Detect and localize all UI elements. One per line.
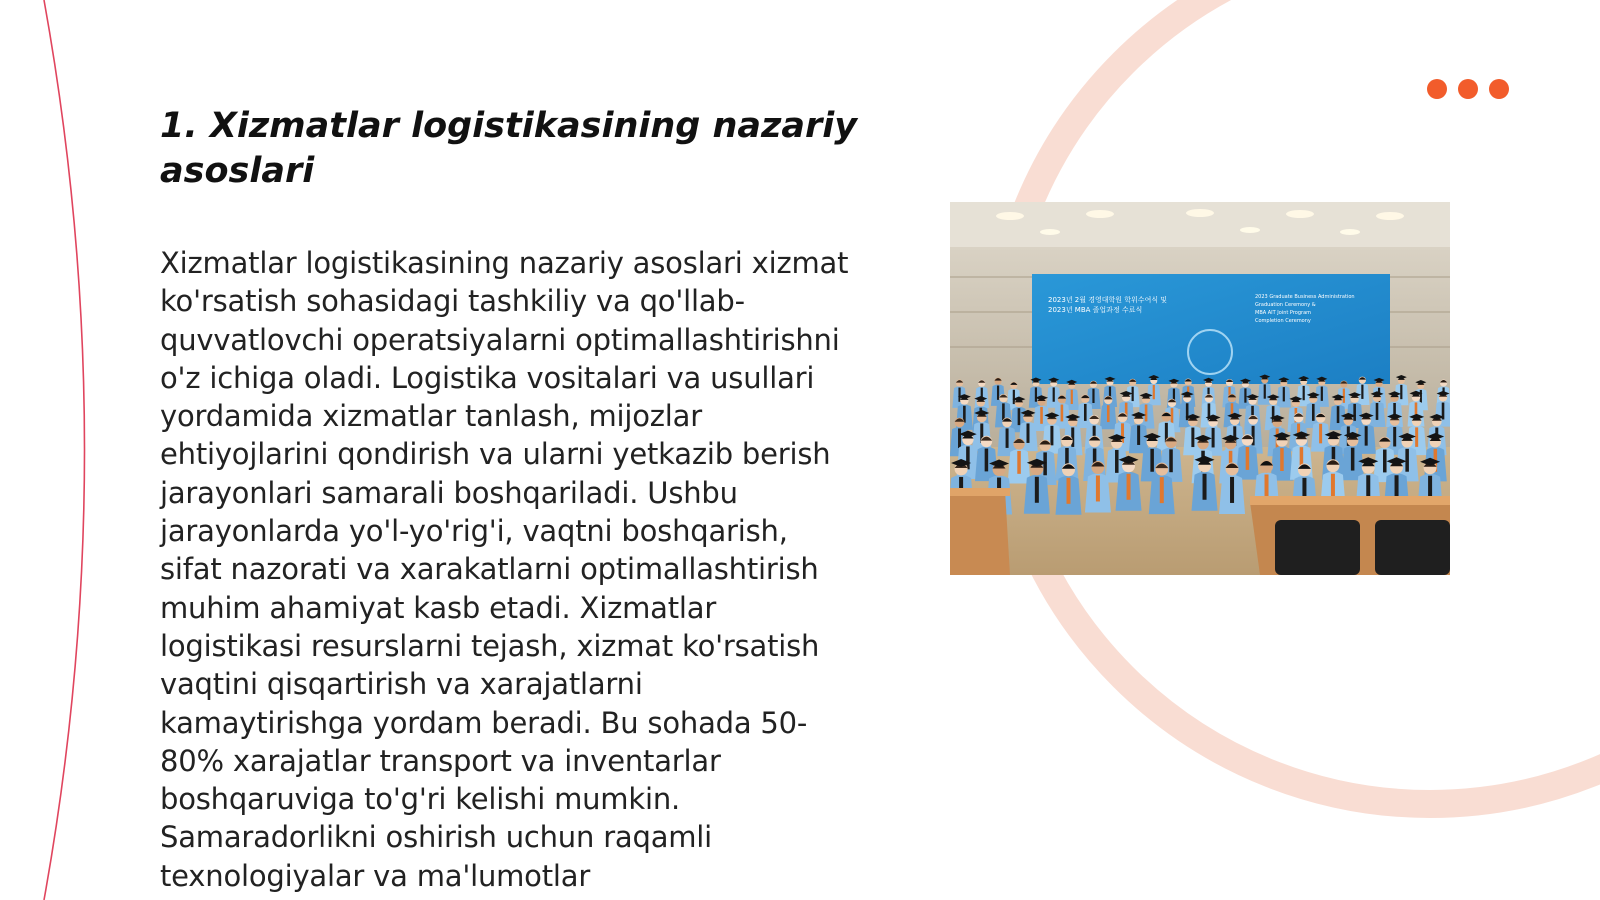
- slide-title: 1. Xizmatlar logistikasining nazariy asoslari: [160, 106, 858, 191]
- graduate-stole: [1353, 404, 1356, 421]
- graduate-stole: [1191, 428, 1194, 448]
- graduate-stole: [1127, 474, 1131, 500]
- graduate-stole: [1405, 449, 1409, 472]
- graduate-stole: [1018, 408, 1021, 425]
- graduate-stole: [1246, 447, 1250, 470]
- graduate-stole: [1050, 426, 1053, 446]
- graduate-stole: [1415, 427, 1418, 447]
- graduate-stole: [1002, 403, 1005, 420]
- graduate-stole: [1212, 428, 1215, 448]
- graduate-stole: [1230, 477, 1234, 503]
- banner-left-line2: 2023년 MBA 졸업과정 수료식: [1048, 306, 1143, 314]
- decorative-dots: [1427, 79, 1509, 99]
- graduate-stole: [958, 428, 961, 448]
- graduate-stole: [1026, 423, 1029, 443]
- graduate-stole: [1115, 450, 1119, 473]
- graduation-group-photo: [950, 202, 1450, 575]
- ceremony-banner: [1032, 274, 1390, 384]
- graduate-stole: [1013, 390, 1015, 404]
- graduate-stole: [1280, 448, 1284, 471]
- banner-right-line4: Completion Ceremony: [1255, 318, 1311, 324]
- graduate-stole: [1061, 405, 1064, 422]
- graduate-stole: [1160, 477, 1164, 503]
- graduate-stole: [1283, 387, 1285, 401]
- graduate-stole: [1017, 451, 1021, 474]
- graduate-stole: [1331, 474, 1335, 500]
- ceiling: [950, 202, 1450, 247]
- graduate-stole: [1145, 405, 1148, 422]
- graduate-stole: [1153, 385, 1155, 399]
- dot-icon: [1489, 79, 1509, 99]
- graduate-stole: [985, 449, 989, 472]
- dot-icon: [1427, 79, 1447, 99]
- graduate-stole: [1393, 427, 1396, 447]
- graduate-stole: [1096, 475, 1100, 501]
- chair: [1375, 520, 1450, 575]
- graduate-stole: [1071, 390, 1073, 404]
- graduate-stole: [997, 386, 999, 400]
- graduate-stole: [1303, 386, 1305, 400]
- slide-body-text: Xizmatlar logistikasining nazariy asoslari xizmat ko'rsatish sohasidagi tashkiliy va qo'llab-quvvatlovchi operatsiyalarni optimallashtirishni o'z ichiga oladi. Logistika vositalari va usullari yordamida xizmatlar tanlash, mijozlar ehtiyojlarini qondirish va ularni yetkazib berish jarayonlari samarali boshqariladi. Ushbu jarayonlarda yo'l-yo'rig'i, vaqtni boshqarish, sifat nazorati va xarakatlarni optimallashtirish muhim ahamiyat kasb etadi. Xizmatlar logistikasi resurslarni tejash, xizmat ko'rsatish vaqtini qisqartirish va xarajatlarni kamaytirishga yordam beradi. Bu sohada 50-80% xarajatlar transport va inventarlar boshqaruviga to'g'ri kelishi mumkin. Samaradorlikni oshirish uchun raqamli texnologiyalar va ma'lumotlar: [160, 246, 849, 893]
- graduate-stole: [1150, 449, 1154, 472]
- graduate-stole: [1092, 389, 1094, 403]
- graduate-stole: [1084, 404, 1087, 421]
- banner-right-line3: MBA AIT Joint Program: [1255, 310, 1312, 316]
- graduate-stole: [1035, 477, 1039, 503]
- graduate-stole: [1337, 406, 1340, 423]
- graduate-stole: [1066, 478, 1070, 504]
- left-curve-line: [44, 0, 85, 900]
- graduate-stole: [1203, 474, 1207, 500]
- graduate-stole: [1137, 425, 1140, 445]
- graduate-stole: [1244, 388, 1246, 402]
- graduate-stole: [1383, 450, 1387, 473]
- graduate-stole: [1132, 387, 1134, 401]
- graduate-stole: [1319, 424, 1322, 444]
- graduate-stole: [1361, 385, 1363, 399]
- graduate-stole: [1343, 389, 1345, 403]
- graduate-stole: [1351, 448, 1355, 471]
- graduate-stole: [1321, 387, 1323, 401]
- banner-right-line2: Graduation Ceremony &: [1255, 302, 1316, 308]
- graduate-stole: [1035, 387, 1037, 401]
- graduate-stole: [1107, 405, 1110, 422]
- graduate-stole: [1040, 407, 1043, 424]
- graduate-stole: [1053, 387, 1055, 401]
- graduate-stole: [1006, 428, 1009, 448]
- graduate-stole: [1400, 385, 1402, 399]
- dot-icon: [1458, 79, 1478, 99]
- graduate-stole: [1264, 384, 1266, 398]
- graduate-stole: [1312, 404, 1315, 421]
- photo-image: [950, 202, 1450, 575]
- graduate-stole: [1376, 403, 1379, 420]
- banner-left-line1: 2023년 2월 경영대학원 학위수여식 및: [1048, 296, 1168, 304]
- banner-right-line1: 2023 Graduate Business Administration: [1255, 294, 1355, 300]
- graduate-stole: [1365, 426, 1368, 446]
- chair: [1275, 520, 1360, 575]
- graduate-stole: [1169, 449, 1173, 472]
